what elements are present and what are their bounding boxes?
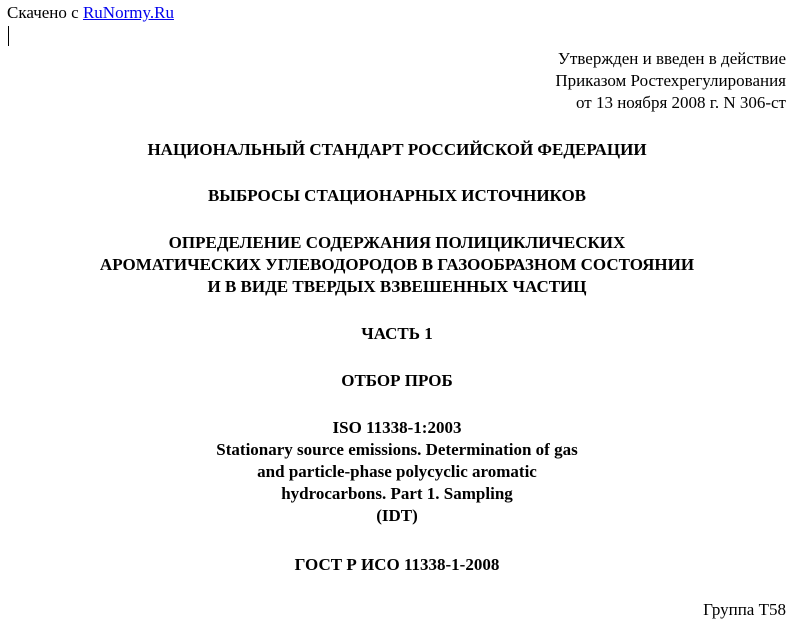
downloaded-from-note (7, 3, 174, 23)
approval-block (555, 48, 786, 114)
approval-line-3: от 13 ноября 2008 г. N 306-ст (576, 93, 786, 112)
iso-code: ISO 11338-1:2003 (332, 418, 462, 437)
approval-line-1: Утвержден и введен в действие (557, 49, 786, 68)
text-cursor (8, 26, 9, 46)
iso-reference-block (0, 417, 794, 527)
topic-line-3: И В ВИДЕ ТВЕРДЫХ ВЗВЕШЕННЫХ ЧАСТИЦ (207, 277, 587, 296)
approval-line-2: Приказом Ростехрегулирования (555, 71, 786, 90)
downloaded-prefix: Скачено с (7, 3, 83, 22)
iso-title-line-1: Stationary source emissions. Determination of gas (216, 440, 578, 459)
topic-heading (0, 232, 794, 298)
iso-title-line-3: hydrocarbons. Part 1. Sampling (281, 484, 513, 503)
part-title-heading: ОТБОР ПРОБ (341, 371, 453, 390)
part-heading: ЧАСТЬ 1 (361, 324, 433, 343)
iso-identity-marker: (IDT) (376, 506, 418, 525)
gost-designation: ГОСТ Р ИСО 11338-1-2008 (294, 555, 500, 574)
iso-title-line-2: and particle-phase polycyclic aromatic (257, 462, 537, 481)
topic-line-2: АРОМАТИЧЕСКИХ УГЛЕВОДОРОДОВ В ГАЗООБРАЗНОМ СОСТОЯНИИ (99, 255, 695, 274)
topic-line-1: ОПРЕДЕЛЕНИЕ СОДЕРЖАНИЯ ПОЛИЦИКЛИЧЕСКИХ (168, 233, 626, 252)
subject-heading: ВЫБРОСЫ СТАЦИОНАРНЫХ ИСТОЧНИКОВ (207, 186, 587, 205)
classification-group: Группа Т58 (703, 600, 786, 619)
national-standard-heading: НАЦИОНАЛЬНЫЙ СТАНДАРТ РОССИЙСКОЙ ФЕДЕРАЦИИ (147, 140, 647, 159)
runormy-link[interactable]: RuNormy.Ru (82, 3, 174, 22)
